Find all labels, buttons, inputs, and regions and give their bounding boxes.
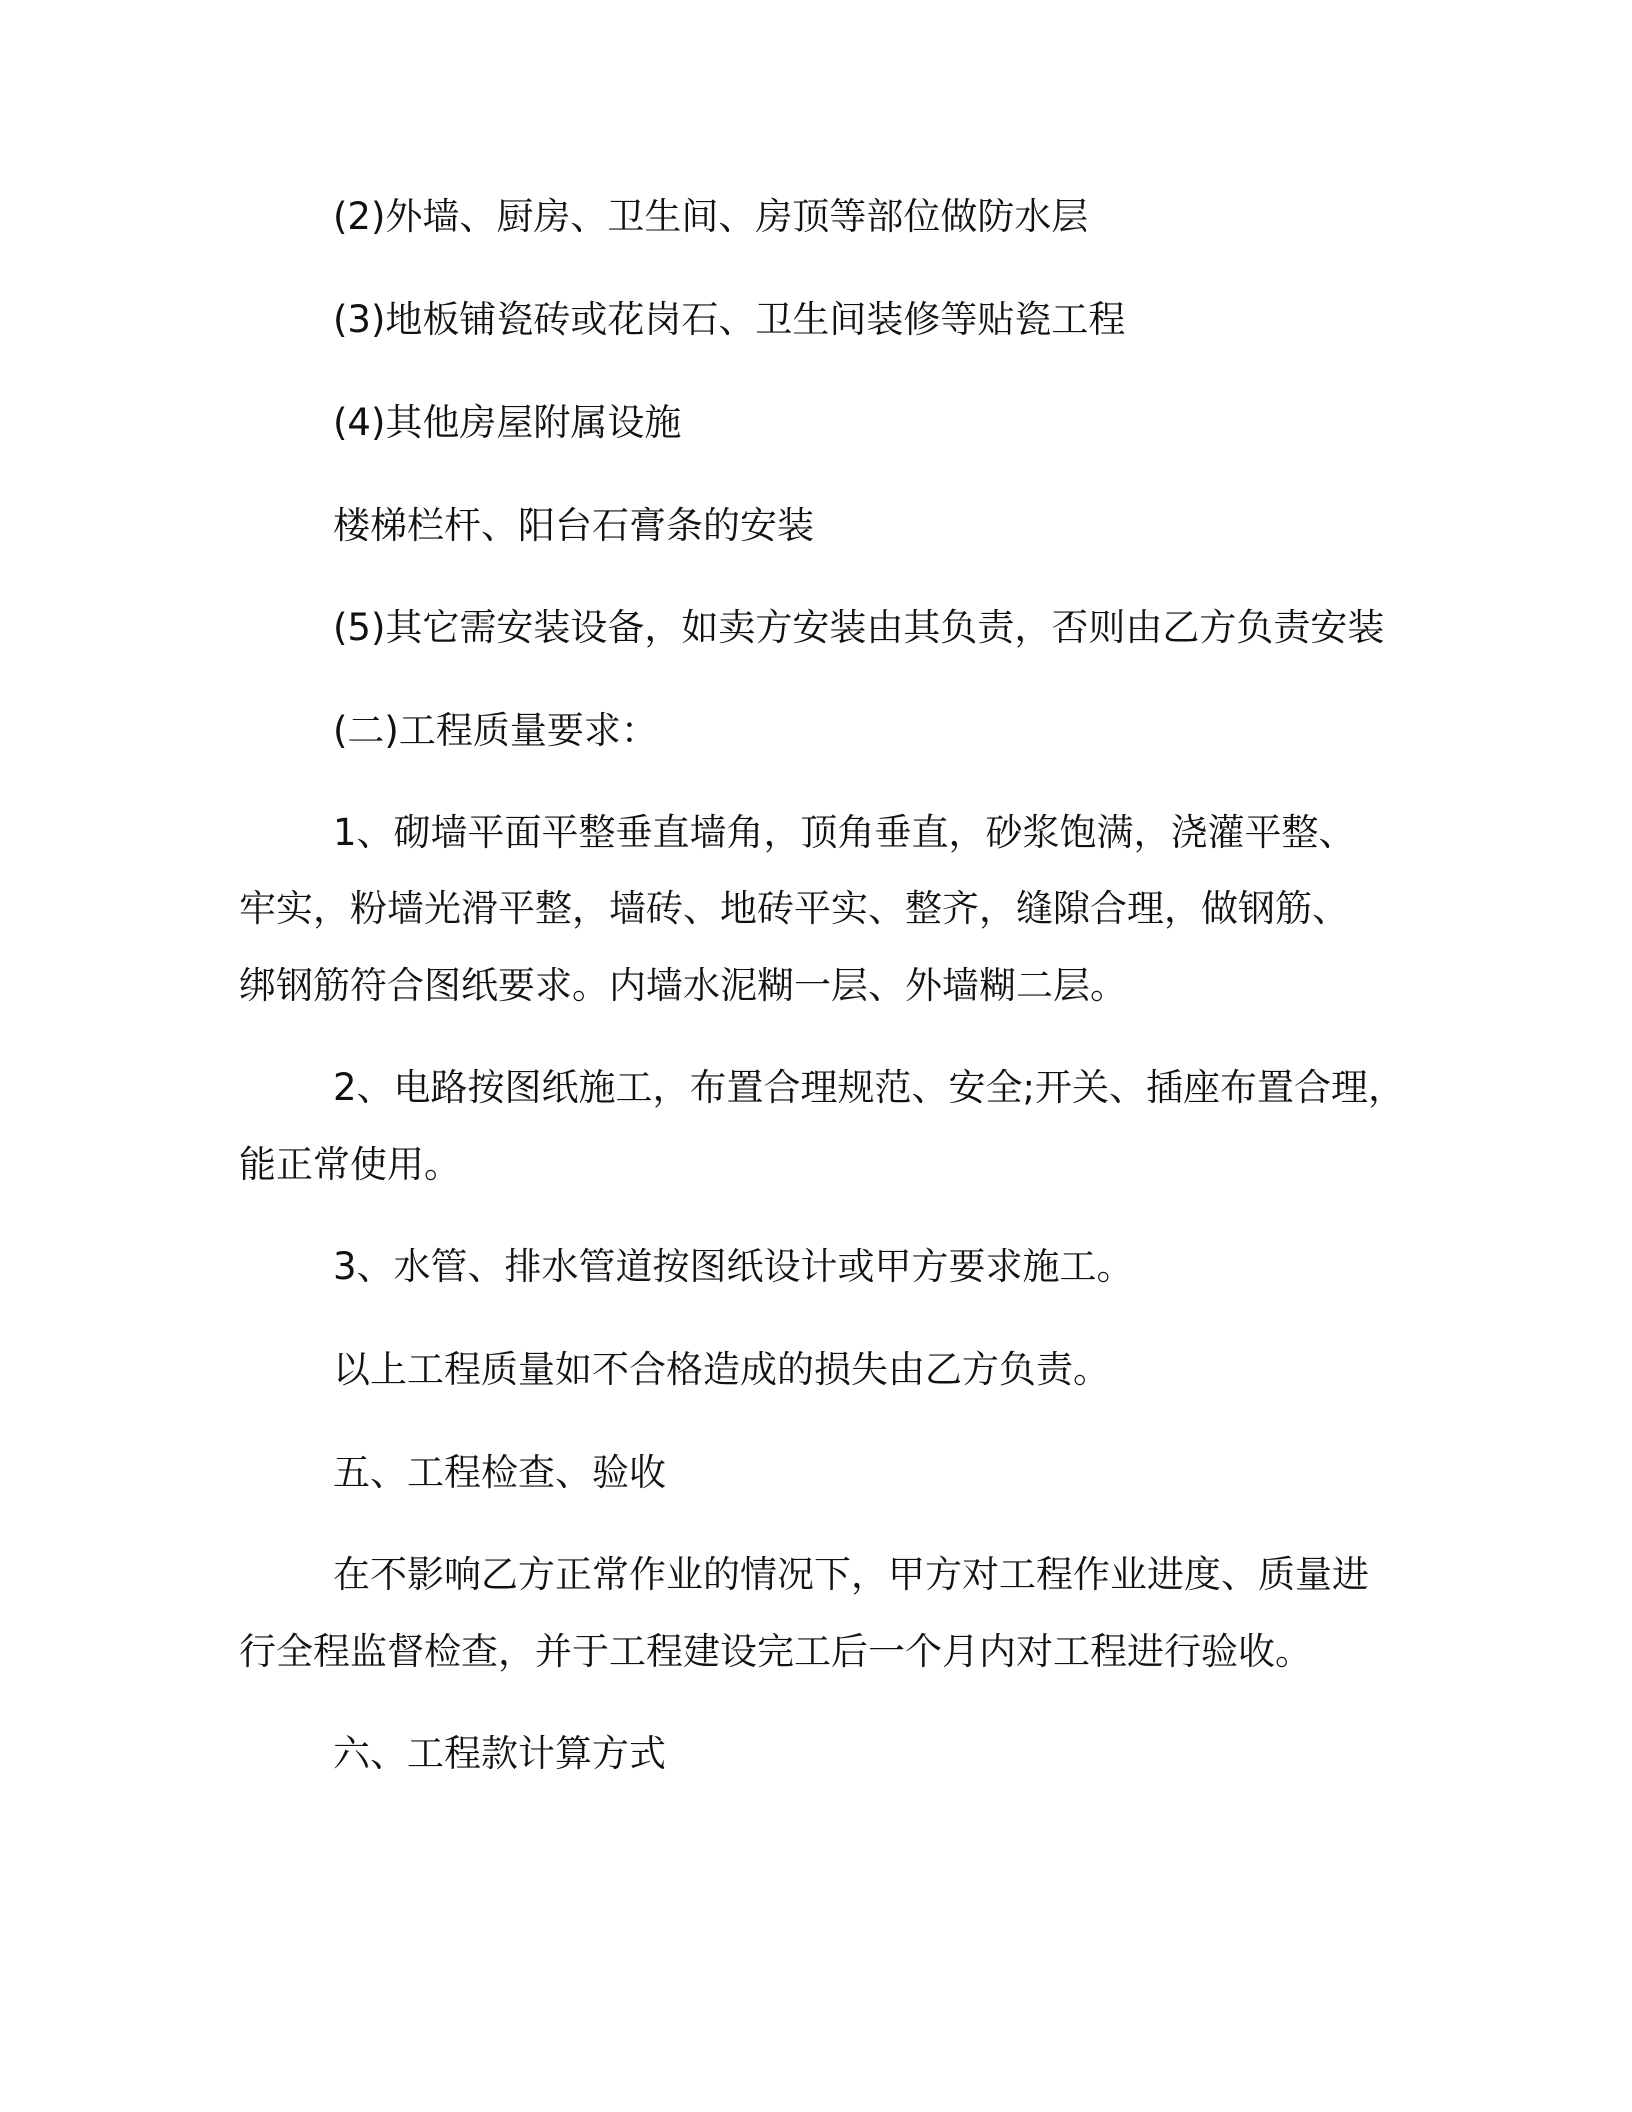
quality-1-line-3: 绑钢筋符合图纸要求。内墙水泥糊一层、外墙糊二层。	[239, 964, 1127, 1007]
quality-3: 3、水管、排水管道按图纸设计或甲方要求施工。	[333, 1245, 1134, 1288]
inspection-line-2: 行全程监督检查，并于工程建设完工后一个月内对工程进行验收。	[239, 1630, 1312, 1673]
item-5-equipment: (5)其它需安装设备，如卖方安装由其负责，否则由乙方负责安装	[333, 606, 1385, 649]
item-2-waterproofing: (2)外墙、厨房、卫生间、房顶等部位做防水层	[333, 195, 1089, 238]
quality-liability: 以上工程质量如不合格造成的损失由乙方负责。	[333, 1348, 1110, 1391]
section-quality-heading: (二)工程质量要求：	[333, 709, 658, 752]
inspection-line-1: 在不影响乙方正常作业的情况下，甲方对工程作业进度、质量进	[333, 1553, 1369, 1596]
item-4-ancillary-facilities: (4)其他房屋附属设施	[333, 401, 682, 444]
quality-1-line-2: 牢实，粉墙光滑平整，墙砖、地砖平实、整齐，缝隙合理，做钢筋、	[239, 887, 1349, 930]
section-five-heading: 五、工程检查、验收	[333, 1451, 666, 1494]
section-six-heading: 六、工程款计算方式	[333, 1732, 666, 1775]
quality-1-line-1: 1、砌墙平面平整垂直墙角，顶角垂直，砂浆饱满，浇灌平整、	[333, 811, 1356, 854]
quality-2-line-1: 2、电路按图纸施工，布置合理规范、安全;开关、插座布置合理，	[333, 1066, 1406, 1109]
item-4-detail: 楼梯栏杆、阳台石膏条的安装	[333, 504, 814, 547]
item-3-tiling: (3)地板铺瓷砖或花岗石、卫生间装修等贴瓷工程	[333, 298, 1126, 341]
quality-2-line-2: 能正常使用。	[239, 1143, 461, 1186]
